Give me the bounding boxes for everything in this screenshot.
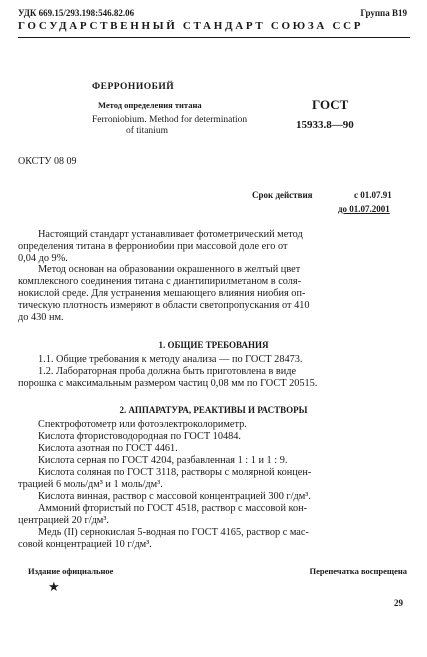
gost-label: ГОСТ [312,97,349,112]
page-number: 29 [394,598,403,608]
method-title-ru: Метод определения титана [98,100,202,110]
text-line: Кислота азотная по ГОСТ 4461. [38,443,178,454]
intro-paragraph-2 [18,264,410,324]
validity-to: до 01.07.2001 [338,204,390,214]
text-line: Кислота серная по ГОСТ 4204, разбавленная 1 : 1 и 1 : 9. [38,455,288,466]
text-line: трацией 6 моль/дм³ и 1 моль/дм³. [18,479,163,490]
text-line: 1.1. Общие требования к методу анализа — по ГОСТ 28473. [38,354,303,365]
text-line: центрацией 20 г/дм³. [18,515,109,526]
okstu-code: ОКСТУ 08 09 [18,156,77,167]
text-line: 1.2. Лабораторная проба должна быть приготовлена в виде [38,366,297,377]
text-line: совой концентрацией 10 г/дм³. [18,539,152,550]
group-code: Группа В19 [360,8,407,18]
validity-from: с 01.07.91 [354,190,392,200]
text-line: Кислота фтористоводородная по ГОСТ 10484. [38,431,241,442]
text-line: Спектрофотометр или фотоэлектроколориметр. [38,419,247,430]
standard-title: ГОСУДАРСТВЕННЫЙ СТАНДАРТ СОЮЗА ССР [18,20,364,32]
text-line: порошка с максимальным размером частиц 0,08 мм по ГОСТ 20515. [18,378,318,389]
text-line: нокислой среде. Для устранения мешающего влияния ниобия оп- [18,288,306,299]
document-title: ФЕРРОНИОБИЙ [92,82,175,92]
section-2-body [18,419,410,551]
method-title-en-line-1: Ferroniobium. Method for determination [92,115,248,125]
text-line: определения титана в феррониобии при массовой доле его от [18,241,288,252]
method-title-en-line-2: of titanium [126,126,168,136]
text-line: Медь (II) сернокислая 5-водная по ГОСТ 4165, раствор с мас- [38,527,309,538]
section-2-title: 2. АППАРАТУРА, РЕАКТИВЫ И РАСТВОРЫ [119,405,308,415]
text-line: до 430 нм. [18,312,64,323]
section-1-title: 1. ОБЩИЕ ТРЕБОВАНИЯ [158,340,269,350]
intro-paragraph-1 [18,229,410,265]
header-divider [18,37,410,38]
text-line: Кислота винная, раствор с массовой концентрацией 300 г/дм³. [38,491,311,502]
section-1-body [18,354,410,390]
text-line: Настоящий стандарт устанавливает фотометрический метод [38,229,303,240]
gost-number: 15933.8—90 [296,119,354,131]
udk-code: УДК 669.15/293.198:546.82.06 [18,8,135,18]
reprint-prohibited-label: Перепечатка воспрещена [309,566,407,576]
text-line: тическую плотность измеряют в области светопропускания от 410 [18,300,310,311]
text-line: Аммоний фтористый по ГОСТ 4518, раствор с массовой кон- [38,503,308,514]
validity-label: Срок действия [252,190,313,200]
text-line: 0,04 до 9%. [18,253,68,264]
official-edition-label: Издание официальное [28,566,114,576]
text-line: комплексного соединения титана с диантипирилметаном в соля- [18,276,302,287]
text-line: Метод основан на образовании окрашенного в желтый цвет [38,264,301,275]
star-icon: ★ [48,579,60,594]
text-line: Кислота соляная по ГОСТ 3118, растворы с молярной концен- [38,467,312,478]
